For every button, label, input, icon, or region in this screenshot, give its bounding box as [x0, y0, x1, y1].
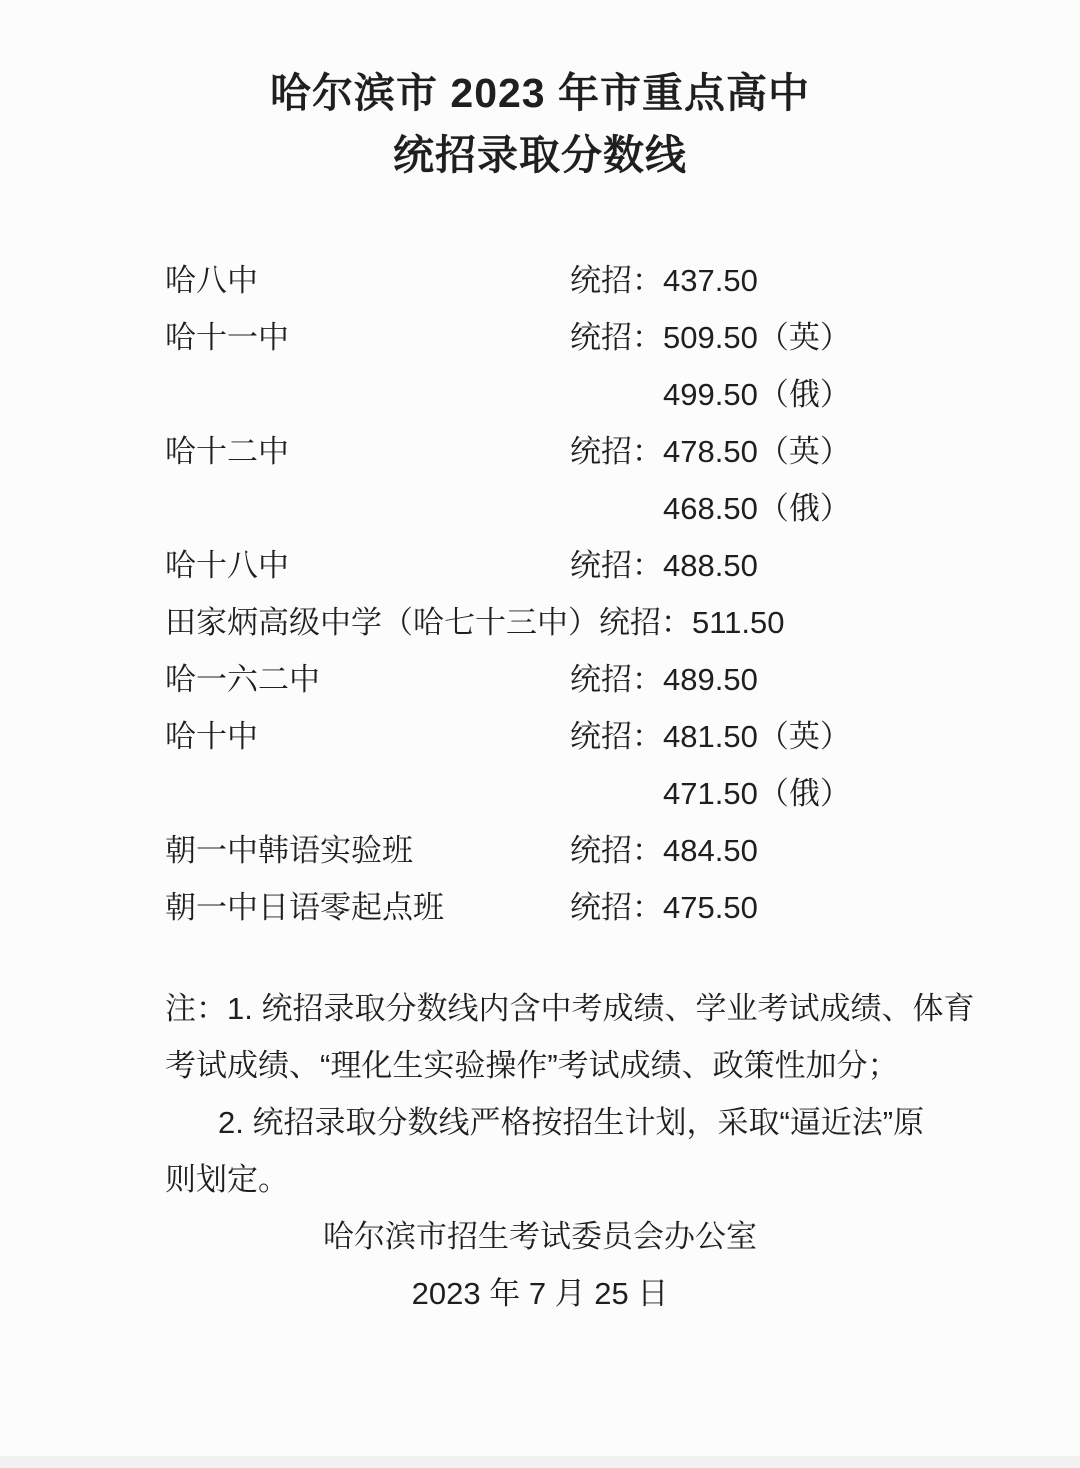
school-name: 哈十二中	[165, 434, 289, 469]
title-line-2: 统招录取分数线	[393, 132, 687, 178]
score-label: 统招：	[570, 719, 663, 754]
school-row	[165, 594, 960, 651]
school-row	[165, 423, 960, 480]
score-value: 475.50	[663, 890, 758, 925]
note-line: 2. 统招录取分数线严格按招生计划，采取“逼近法”原	[218, 1105, 925, 1140]
score-cell	[570, 765, 851, 822]
issuing-organization: 哈尔滨市招生考试委员会办公室	[323, 1219, 757, 1254]
school-name: 朝一中日语零起点班	[165, 890, 444, 925]
score-value: 484.50	[663, 833, 758, 868]
score-value: 437.50	[663, 263, 758, 298]
school-row	[165, 708, 960, 765]
score-list	[0, 252, 1080, 936]
score-label: 统招：	[570, 548, 663, 583]
school-name: 哈一六二中	[165, 662, 320, 697]
school-name: 朝一中韩语实验班	[165, 833, 413, 868]
school-row	[165, 651, 960, 708]
school-name-empty	[165, 480, 570, 537]
score-value: 499.50（俄）	[663, 377, 851, 412]
score-value: 471.50（俄）	[663, 776, 851, 811]
school-row	[165, 309, 960, 366]
score-cell	[599, 594, 785, 651]
note-line: 注：1. 统招录取分数线内含中考成绩、学业考试成绩、体育	[165, 991, 975, 1026]
school-name-empty	[165, 765, 570, 822]
score-cell	[570, 423, 851, 480]
school-row-continuation	[165, 765, 960, 822]
score-value: 468.50（俄）	[663, 491, 851, 526]
school-name: 田家炳高级中学（哈七十三中）	[165, 605, 599, 640]
score-label: 统招：	[570, 320, 663, 355]
school-row	[165, 537, 960, 594]
score-cell	[570, 366, 851, 423]
school-name: 哈十中	[165, 719, 258, 754]
issue-date: 2023 年 7 月 25 日	[411, 1276, 669, 1311]
score-cell	[570, 822, 758, 879]
note-line: 则划定。	[165, 1162, 289, 1197]
school-row-continuation	[165, 480, 960, 537]
score-value: 478.50（英）	[663, 434, 851, 469]
score-value: 489.50	[663, 662, 758, 697]
score-label: 统招：	[570, 662, 663, 697]
school-row	[165, 822, 960, 879]
score-cell	[570, 309, 851, 366]
score-label: 统招：	[570, 434, 663, 469]
score-label: 统招：	[570, 263, 663, 298]
score-value: 511.50	[692, 605, 785, 640]
school-row	[165, 252, 960, 309]
score-label: 统招：	[570, 890, 663, 925]
score-value: 509.50（英）	[663, 320, 851, 355]
school-name: 哈十八中	[165, 548, 289, 583]
school-row-continuation	[165, 366, 960, 423]
school-name-empty	[165, 366, 570, 423]
school-row	[165, 879, 960, 936]
document-title	[0, 62, 1080, 186]
notes-section	[0, 980, 1080, 1208]
score-value: 488.50	[663, 548, 758, 583]
photo-bottom-edge	[0, 1456, 1080, 1468]
score-cell	[570, 879, 758, 936]
score-cell	[570, 708, 851, 765]
school-name: 哈十一中	[165, 320, 289, 355]
score-cell	[570, 480, 851, 537]
score-value: 481.50（英）	[663, 719, 851, 754]
score-cell	[570, 537, 758, 594]
score-label: 统招：	[570, 833, 663, 868]
school-name: 哈八中	[165, 263, 258, 298]
score-cell	[570, 651, 758, 708]
score-label: 统招：	[599, 605, 692, 640]
document-footer	[0, 1208, 1080, 1322]
title-line-1: 哈尔滨市 2023 年市重点高中	[270, 70, 810, 116]
score-cell	[570, 252, 758, 309]
note-line: 考试成绩、“理化生实验操作”考试成绩、政策性加分；	[165, 1048, 899, 1083]
